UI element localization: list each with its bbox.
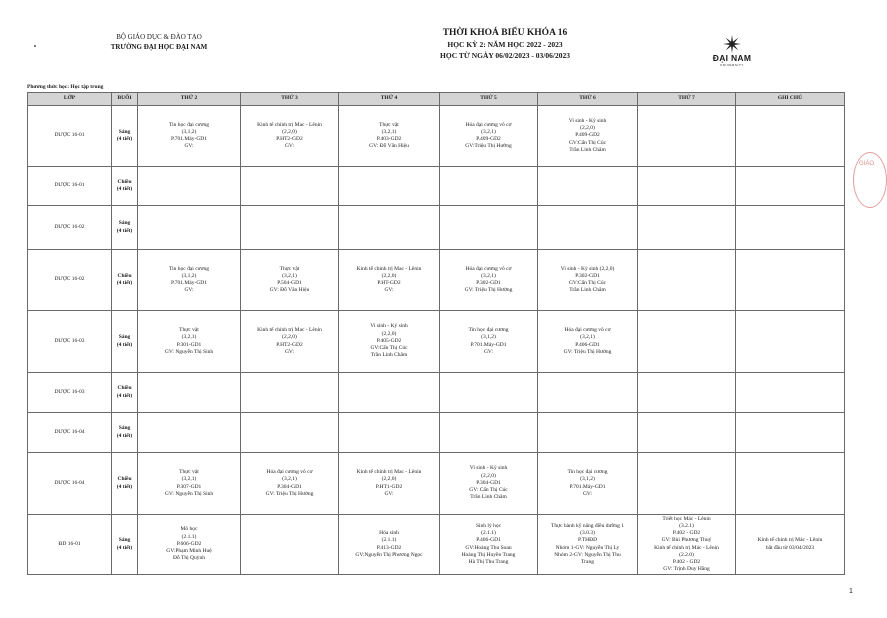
cell-line: Thực hành kỹ năng điều dưỡng 1 (550, 522, 625, 529)
schedule-cell (138, 413, 241, 453)
note-cell (736, 106, 845, 167)
schedule-cell (339, 106, 440, 167)
session-line: (4 tiết) (116, 544, 133, 551)
cell-line: Trần Linh Chăm (569, 287, 606, 294)
session-line: (4 tiết) (116, 227, 133, 234)
session-line: Sáng (118, 425, 131, 432)
cell-line: P.THĐD (577, 537, 598, 544)
table-row (28, 206, 845, 250)
schedule-cell (538, 311, 638, 373)
schedule-cell (339, 515, 440, 575)
timetable-header-row (28, 93, 845, 106)
cell-line: P.304-GD1 (277, 483, 302, 490)
schedule-cell (339, 250, 440, 311)
cell-line: Thực vật (279, 265, 300, 272)
schedule-cell (138, 515, 241, 575)
timetable-body (28, 106, 845, 575)
column-header: THỨ 5 (440, 93, 538, 106)
schedule-cell (440, 413, 538, 453)
cell-line: P.701.Máy-GD1 (170, 136, 208, 142)
cell-line: GV: (582, 490, 593, 497)
schedule-cell (638, 373, 736, 413)
session-line: Chiều (117, 476, 132, 483)
schedule-cell (638, 167, 736, 206)
cell-line: Hóa đại cương vô cơ (564, 327, 611, 334)
schedule-cell (538, 373, 638, 413)
cell-line: (3.2.1) (679, 522, 694, 529)
table-row (28, 453, 845, 515)
cell-line: Tin học đại cương (468, 327, 509, 334)
cell-line: Thực vật (179, 469, 199, 476)
note-cell (736, 206, 845, 250)
cell-line: GV:Cấn Thị Cúc (568, 280, 607, 286)
cell-line: GV: Nguyễn Thị Sinh (164, 490, 214, 497)
table-row (28, 373, 845, 413)
cell-line: Kinh tế chính trị Mac - Lênin (356, 265, 422, 272)
note-cell (736, 373, 845, 413)
cell-line: Kinh tế chính trị Mác - Lênin (757, 537, 823, 544)
cell-line: P.701.Máy-GD1 (569, 483, 606, 490)
class-cell: DƯỢC 16-03 (28, 373, 112, 413)
schedule-cell (339, 167, 440, 206)
cell-line: P.406-GD1 (476, 537, 501, 544)
cell-line: Triết học Mác - Lênin (662, 515, 711, 522)
cell-line: (3,1,2) (481, 334, 496, 341)
note-cell (736, 453, 845, 515)
cell-line: Hoàng Thị Huyền Trang (461, 551, 516, 558)
cell-line: Hóa đại cương vô cơ (465, 265, 512, 272)
session-line: Chiều (117, 385, 132, 392)
cell-line: P.304-GD1 (476, 479, 501, 486)
cell-line: (3,1,2) (580, 476, 595, 483)
session-line: Sáng (118, 537, 131, 544)
cell-line: P.HT1-GD2 (375, 483, 403, 490)
cell-line: (3,2,1) (282, 476, 297, 483)
schedule-cell (440, 515, 538, 575)
schedule-cell (241, 515, 339, 575)
column-header: THỨ 6 (538, 93, 638, 106)
session-line: Chiều (117, 272, 132, 279)
cell-line: (3,2,1) (181, 476, 197, 483)
cell-line: GV: (384, 287, 394, 294)
schedule-cell (241, 453, 339, 515)
cell-line: Thực vật (179, 327, 199, 334)
cell-line: GV: Đỗ Văn Hiệu (269, 287, 310, 294)
cell-line: Trần Linh Chăm (370, 352, 408, 359)
column-header: THỨ 3 (241, 93, 339, 106)
schedule-cell (138, 250, 241, 311)
schedule-cell (339, 413, 440, 453)
logo-emblem-icon (722, 34, 742, 54)
session-cell (112, 453, 138, 515)
logo-subtitle: UNIVERSITY (719, 63, 744, 67)
cell-line: Sinh lý học (475, 522, 502, 529)
column-header: THỨ 2 (138, 93, 241, 106)
class-cell: DƯỢC 16-02 (28, 250, 112, 311)
session-line: (4 tiết) (116, 280, 133, 286)
cell-line: GV: Triệu Thị Hường (464, 287, 513, 294)
schedule-cell (241, 311, 339, 373)
cell-line: Tin học đại cương (567, 469, 608, 476)
schedule-cell (440, 167, 538, 206)
cell-line: (2.1.1) (381, 537, 397, 544)
cell-line: P.403-GD2 (376, 136, 402, 142)
cell-line: P.HT2-GD2 (276, 136, 303, 142)
schedule-cell (241, 250, 339, 311)
cell-line: (2,2,0) (481, 472, 496, 479)
cell-line: (2,2,0) (580, 125, 595, 132)
session-line: (4 tiết) (116, 341, 133, 348)
session-cell (112, 515, 138, 575)
schedule-cell (638, 413, 736, 453)
cell-line: GV: Triệu Thị Hường (563, 348, 612, 355)
cell-line: (3,2,1) (181, 334, 197, 341)
schedule-cell (440, 311, 538, 373)
schedule-cell (440, 373, 538, 413)
schedule-cell (138, 106, 241, 167)
class-cell: DƯỢC 16-04 (28, 413, 112, 453)
schedule-cell (638, 515, 736, 575)
note-cell (736, 250, 845, 311)
page-mark (34, 45, 36, 47)
note-cell (736, 515, 845, 575)
note-cell (736, 167, 845, 206)
cell-line: (3,2,1) (381, 128, 397, 135)
session-line: Sáng (118, 220, 131, 227)
cell-line: P.606-GD2 (176, 540, 202, 547)
schedule-cell (138, 167, 241, 206)
cell-line: GV: Cấn Thị Cúc (469, 487, 508, 494)
cell-line: P.HT-GD2 (377, 280, 401, 286)
cell-line: (3,1,2) (181, 128, 197, 135)
column-header: BUỔI (112, 93, 138, 106)
table-row (28, 250, 845, 311)
cell-line: (2,2,0) (381, 476, 397, 483)
cell-line: P.302-GD1 (575, 272, 600, 279)
schedule-cell (538, 413, 638, 453)
class-cell: DƯỢC 16-04 (28, 453, 112, 515)
cell-line: GV: (184, 287, 194, 294)
class-cell: ĐD 16-01 (28, 515, 112, 575)
schedule-cell (638, 106, 736, 167)
document-title-block (370, 28, 640, 61)
cell-line: GV: (284, 143, 295, 150)
cell-line: GV: (184, 143, 194, 150)
cell-line: Trần Linh Chăm (470, 494, 507, 501)
class-cell: DƯỢC 16-01 (28, 167, 112, 206)
table-row (28, 311, 845, 373)
session-line: (4 tiết) (116, 392, 133, 399)
document-title: THỜI KHOÁ BIỂU KHÓA 16 (442, 28, 568, 38)
cell-line: Vi sinh - Ký sinh (469, 465, 508, 472)
schedule-cell (138, 311, 241, 373)
cell-line: GV:Hoàng Thu Soan (465, 544, 512, 551)
cell-line: Trần Linh Chăm (569, 146, 606, 153)
issuer-block (84, 32, 234, 52)
cell-line: Hà Thị Thu Trang (468, 558, 509, 565)
cell-line: Mô học (180, 526, 198, 533)
cell-line: (2.1.1) (181, 533, 197, 540)
session-line: (4 tiết) (116, 136, 133, 142)
cell-line: P.301-GD1 (176, 341, 202, 348)
cell-line: GV:Cấn Thị Cúc (370, 345, 408, 352)
schedule-cell (138, 373, 241, 413)
cell-line: P.302-GD1 (476, 280, 501, 286)
schedule-cell (638, 311, 736, 373)
schedule-cell (638, 250, 736, 311)
schedule-cell (241, 373, 339, 413)
cell-line: Hóa đại cương vô cơ (266, 469, 313, 476)
schedule-cell (440, 106, 538, 167)
session-line: (4 tiết) (116, 432, 133, 439)
note-cell (736, 413, 845, 453)
column-header: GHI CHÚ (736, 93, 845, 106)
session-cell (112, 106, 138, 167)
schedule-cell (339, 206, 440, 250)
column-header: LỚP (28, 93, 112, 106)
cell-line: Vi sinh - Ký sinh (2,2,0) (560, 265, 615, 272)
schedule-cell (538, 106, 638, 167)
cell-line: Kinh tế chính trị Mac - Lênin (356, 469, 422, 476)
column-header: THỨ 7 (638, 93, 736, 106)
cell-line: Trang (581, 558, 594, 565)
ministry-name: BỘ GIÁO DỤC & ĐÀO TẠO (116, 33, 202, 41)
school-name: TRƯỜNG ĐẠI HỌC ĐẠI NAM (110, 43, 208, 51)
session-cell (112, 373, 138, 413)
cell-line: (2,2,0) (381, 272, 397, 279)
cell-line: (3,2,1) (282, 272, 297, 279)
logo-name: ĐẠI NAM (712, 53, 752, 63)
schedule-cell (538, 453, 638, 515)
table-row (28, 167, 845, 206)
schedule-cell (538, 515, 638, 575)
cell-line: (2,2,0) (282, 128, 297, 135)
cell-line: (2.2.0) (679, 551, 694, 558)
cell-line: P.405-GD2 (376, 337, 402, 344)
date-range: HỌC TỪ NGÀY 06/02/2023 - 03/06/2023 (440, 51, 570, 60)
schedule-cell (339, 373, 440, 413)
cell-line: bắt đầu từ 03/04/2023 (765, 544, 815, 551)
cell-line: P.409-GD2 (476, 136, 501, 142)
cell-line: (3.0.3) (580, 530, 595, 537)
schedule-cell (440, 250, 538, 311)
session-line: (4 tiết) (116, 483, 133, 490)
cell-line: GV: (384, 490, 394, 497)
cell-line: P.HT2-GD2 (276, 341, 303, 348)
cell-line: GV: (483, 348, 494, 355)
cell-line: P.701.Máy-GD1 (470, 341, 507, 348)
study-method-label: Phương thức học: Học tập trung (27, 84, 104, 90)
cell-line: Tin học đại cương (168, 265, 210, 272)
cell-line: (3,2,1) (481, 272, 496, 279)
session-line: Sáng (118, 128, 131, 135)
schedule-cell (538, 206, 638, 250)
cell-line: Nhóm 2-GV: Nguyễn Thị Thu (554, 551, 621, 558)
cell-line: P.402 - GD2 (672, 530, 701, 537)
cell-line: P.406-GD1 (575, 341, 600, 348)
cell-line: P.402 - GD2 (672, 558, 701, 565)
cell-line: (2.1.1) (481, 530, 496, 537)
note-cell (736, 311, 845, 373)
stamp-text: GIÁO (859, 161, 875, 167)
cell-line: P.409-GD2 (575, 132, 600, 139)
cell-line: P.504-GD1 (277, 280, 302, 286)
cell-line: GV: Đỗ Văn Hiệu (369, 143, 409, 150)
table-row (28, 413, 845, 453)
cell-line: Thực vật (379, 121, 399, 128)
cell-line: Hóa đại cương vô cơ (465, 121, 512, 128)
schedule-cell (638, 453, 736, 515)
schedule-cell (241, 167, 339, 206)
cell-line: GV:Phạm Minh Huệ (166, 548, 212, 555)
schedule-cell (440, 453, 538, 515)
timetable (27, 92, 845, 575)
session-cell (112, 167, 138, 206)
cell-line: GV:Cấn Thị Cúc (568, 139, 607, 146)
cell-line: GV: Triệu Thị Hường (265, 490, 314, 497)
schedule-cell (339, 311, 440, 373)
table-row (28, 106, 845, 167)
session-cell (112, 206, 138, 250)
session-cell (112, 311, 138, 373)
cell-line: (3,2,1) (481, 128, 496, 135)
schedule-cell (440, 206, 538, 250)
cell-line: GV: (284, 348, 295, 355)
schedule-cell (241, 413, 339, 453)
schedule-cell (638, 206, 736, 250)
cell-line: (3,2,1) (580, 334, 595, 341)
cell-line: Kinh tế chính trị Mác - Lênin (654, 544, 719, 551)
cell-line: Kinh tế chính trị Mac - Lênin (257, 121, 322, 128)
schedule-cell (138, 206, 241, 250)
session-line: Chiều (117, 178, 132, 185)
table-row (28, 515, 845, 575)
cell-line: Hóa sinh (379, 530, 399, 537)
cell-line: GV: Trịnh Duy Hằng (663, 566, 710, 573)
cell-line: P.307-GD1 (176, 483, 202, 490)
schedule-cell (339, 453, 440, 515)
cell-line: P.413-GD2 (376, 544, 402, 551)
page-number: 1 (849, 588, 853, 595)
cell-line: GV: Bùi Phương Thuý (661, 537, 712, 544)
schedule-cell (538, 250, 638, 311)
cell-line: (2,2,0) (282, 334, 297, 341)
session-line: (4 tiết) (116, 186, 133, 192)
cell-line: Vi sinh - Ký sinh (370, 323, 408, 330)
schedule-cell (241, 206, 339, 250)
cell-line: P.701.Máy-GD1 (170, 280, 208, 286)
cell-line: GV: Nguyễn Thị Sinh (164, 348, 214, 355)
schedule-cell (538, 167, 638, 206)
schedule-cell (138, 453, 241, 515)
column-header: THỨ 4 (339, 93, 440, 106)
cell-line: (2,2,0) (381, 330, 397, 337)
session-cell (112, 250, 138, 311)
schedule-cell (241, 106, 339, 167)
class-cell: DƯỢC 16-01 (28, 106, 112, 167)
cell-line: Kinh tế chính trị Mac - Lênin (257, 327, 322, 334)
class-cell: DƯỢC 16-02 (28, 206, 112, 250)
cell-line: (3,1,2) (181, 272, 197, 279)
semester-label: HỌC KỲ 2: NĂM HỌC 2022 - 2023 (447, 40, 563, 49)
cell-line: Đỗ Thị Quỳnh (173, 555, 205, 562)
session-line: Sáng (118, 334, 131, 341)
cell-line: Vi sinh - Ký sinh (568, 117, 607, 124)
cell-line: Nhóm 1-GV: Nguyễn Thị Ly (555, 544, 620, 551)
cell-line: GV:Triệu Thị Hường (465, 143, 512, 150)
session-cell (112, 413, 138, 453)
cell-line: Tin học đại cương (168, 121, 210, 128)
university-logo (712, 34, 752, 67)
class-cell: DƯỢC 16-03 (28, 311, 112, 373)
cell-line: GV:Nguyễn Thị Phương Ngọc (355, 551, 423, 558)
